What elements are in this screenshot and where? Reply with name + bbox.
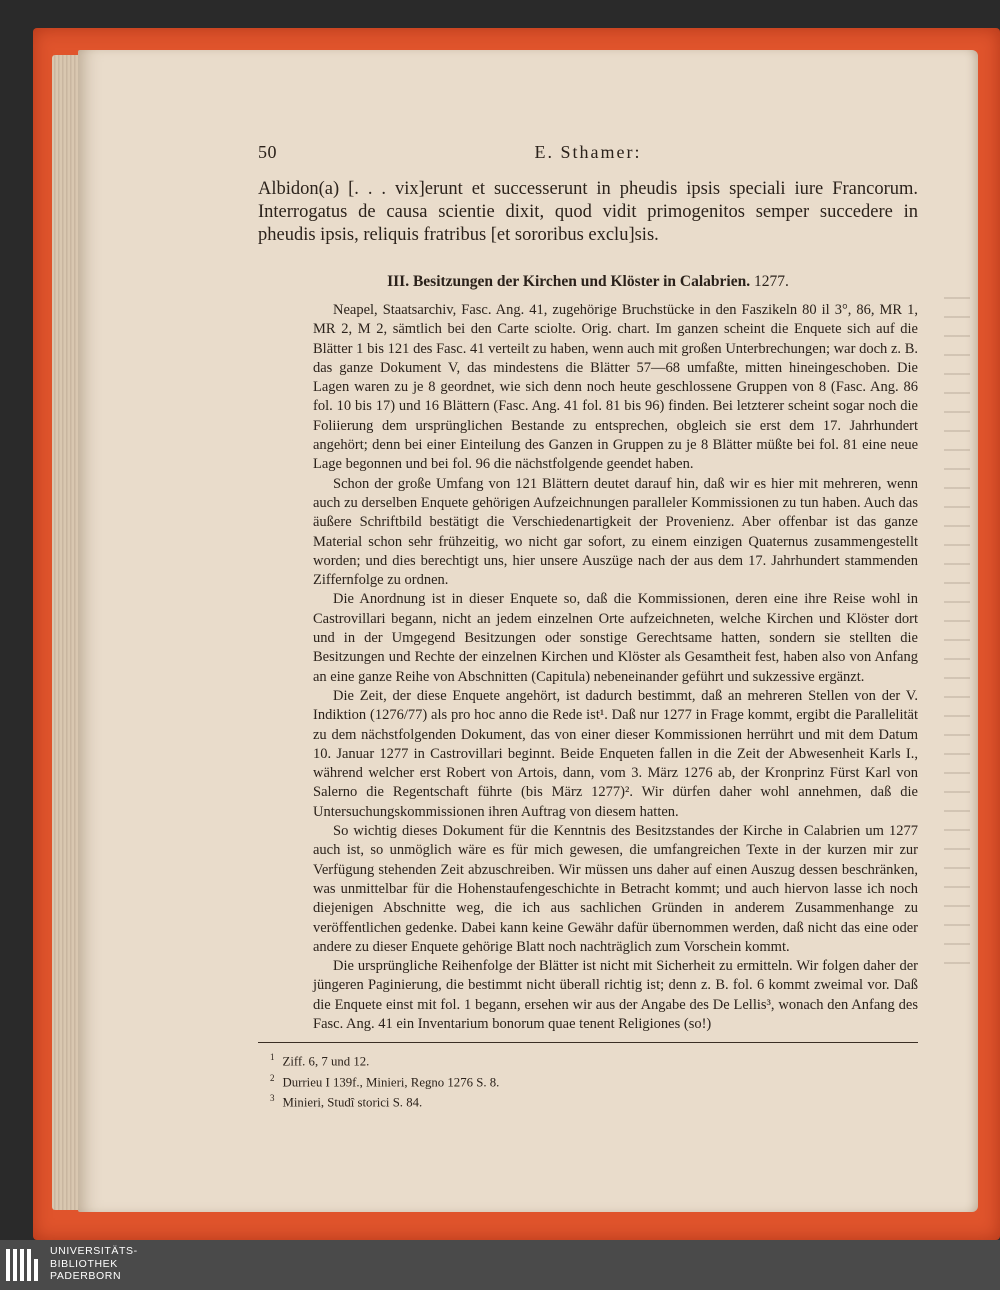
footnote bbox=[270, 1090, 918, 1110]
lead-paragraph: Albidon(a) [. . . vix]erunt et successerunt in pheudis ipsis speciali iure Francorum. Interrogatus de causa scientie dixit, quod vidit primogenitos semper succedere in pheudis ipsis, reliquis fratribus [et sororibus exclu]sis. bbox=[258, 179, 918, 245]
section-heading bbox=[258, 273, 918, 291]
paragraph: Schon der große Umfang von 121 Blättern deutet darauf hin, daß wir es hier mit mehreren, wenn auch zu derselben Enquete gehörigen Aufzeichnungen paralleler Kommissionen zu tun haben. Auch das äußere Schriftbild bestätigt die Verschiedenartigkeit der Provenienz. Aber offenbar ist das ganze Material schon sehr frühzeitig, wo nicht gar sofort, zu einem einzigen Quaternus zusammengestellt worden; und dies berechtigt uns, hier unsere Auszüge nach der aus dem 17. Jahrhundert stammenden Ziffernfolge zu ordnen. bbox=[313, 475, 918, 589]
paragraph: Die ursprüngliche Reihenfolge der Blätter ist nicht mit Sicherheit zu ermitteln. Wir folgen daher der jüngeren Paginierung, die bestimmt nicht überall richtig ist; denn z. B. fol. 6 kommt zweimal vor. Daß die Enquete einst mit fol. 1 begann, ersehen wir aus der Angabe des De Lellis³, wonach den Anfang des Fasc. Ang. 41 ein Inventarium bonorum quae tenent Religiones (so!) bbox=[313, 958, 918, 1032]
body-text bbox=[258, 301, 918, 1034]
paragraph: So wichtig dieses Dokument für die Kenntnis des Besitzstandes der Kirche in Calabrien um 1277 auch ist, so unmöglich wäre es für mich gewesen, die umfangreichen Texte in der kurzen mir zur Verfügung stehenden Zeit abzuschreiben. Wir müssen uns daher auf einen Auszug dessen beschränken, was unmittelbar für die Hohenstaufengeschichte in Betracht kommt; und auch hiervon lasse ich noch diejenigen Abschnitte weg, die ich aus sachlichen Gründen in anderem Zusammenhange zu veröffentlichen gedenke. Dabei kann keine Gewähr dafür übernommen werden, daß nicht das eine oder andere zu dieser Enquete gehörige Blatt noch nachträglich zum Vorschein kommt. bbox=[313, 823, 918, 955]
paragraph: Die Zeit, der diese Enquete angehört, ist dadurch bestimmt, daß an mehreren Stellen von der V. Indiktion (1276/77) als pro hoc anno die Rede ist¹. Daß nur 1277 in Frage kommt, ergibt die Parallelität zu dem nächstfolgenden Dokument, das von einer dieser Kommissionen herrührt und mit dem Datum 10. Januar 1277 in Castrovillari beginnt. Beide Enqueten fallen in die Zeit der Abwesenheit Karls I., während welcher erst Robert von Artois, dann, vom 3. März 1276 ab, der Kronprinz Fürst Karl von Salerno die Regentschaft führte (bis März 1277)². Wir dürfen daher wohl annehmen, daß die Untersuchungskommissionen ihren Auftrag von diesem hatten. bbox=[313, 687, 918, 820]
footnote bbox=[270, 1049, 918, 1069]
footnote-text: Minieri, Studî storici S. 84. bbox=[282, 1095, 423, 1110]
footnote bbox=[270, 1070, 918, 1090]
library-name-line: UNIVERSITÄTS- bbox=[50, 1245, 138, 1257]
page-header bbox=[258, 140, 918, 168]
library-name bbox=[50, 1245, 138, 1283]
page-text bbox=[258, 140, 918, 1110]
library-name-line: PADERBORN bbox=[50, 1270, 122, 1282]
footnote-mark: 1 bbox=[270, 1052, 275, 1063]
footnote-rule bbox=[258, 1042, 918, 1043]
library-logo-icon bbox=[6, 1249, 42, 1281]
library-name-line: BIBLIOTHEK bbox=[50, 1257, 118, 1270]
running-title: E. Sthamer: bbox=[534, 142, 642, 162]
section-title: III. Besitzungen der Kirchen und Klöster in Calabrien. bbox=[387, 273, 751, 290]
page-number: 50 bbox=[258, 142, 277, 162]
footnote-text: Durrieu I 139f., Minieri, Regno 1276 S. 8. bbox=[282, 1074, 500, 1089]
footnote-mark: 3 bbox=[270, 1092, 275, 1103]
show-through-text bbox=[944, 280, 970, 980]
section-year: 1277. bbox=[754, 273, 789, 290]
paragraph: Neapel, Staatsarchiv, Fasc. Ang. 41, zugehörige Bruchstücke in den Faszikeln 80 il 3°, 86, MR 1, MR 2, M 2, sämtlich bei den Carte sciolte. Orig. chart. Im ganzen scheint die Enquete sich auf die Blätter 1 bis 121 des Fasc. 41 verteilt zu haben, wenn auch mit großen Unterbrechungen; war doch z. B. das ganze Dokument V, das mindestens die Blätter 57—68 umfaßte, mitten hineingeschoben. Die Lagen waren zu je 8 geordnet, wie sich denn noch heute geschlossene Gruppen von 8 (Fasc. Ang. 86 fol. 10 bis 17) und 16 Blättern (Fasc. Ang. 41 fol. 81 bis 96) finden. Bei letzterer scheint sogar noch die Foliierung dem ursprünglichen Bestande zu entsprechen, obgleich sie erst dem 17. Jahrhundert angehört; denn bei einer Einteilung des Ganzen in Gruppen zu je 8 Blätter müßte bei fol. 81 eine neue Lage begonnen und bei fol. 96 die nächstfolgende geendet haben. bbox=[313, 302, 918, 473]
footnotes bbox=[258, 1049, 918, 1110]
paragraph: Die Anordnung ist in dieser Enquete so, daß die Kommissionen, deren eine ihre Reise wohl in Castrovillari begann, nicht an jedem einzelnen Orte aufzeichneten, welche Kirchen und Klöster dort und in der Umgegend Besitzungen oder sonstige Gerechtsame hatten, sondern sie stellten die Besitzungen und Rechte der einzelnen Kirchen und Klöster als Gesamtheit fest, haben also von Anfang an eine ganze Reihe von Abschnitten (Capitula) nebeneinander geführt und sukzessive ergänzt. bbox=[313, 591, 918, 685]
footnote-mark: 2 bbox=[270, 1072, 275, 1083]
library-footer bbox=[0, 1240, 1000, 1290]
footnote-text: Ziff. 6, 7 und 12. bbox=[282, 1054, 370, 1069]
